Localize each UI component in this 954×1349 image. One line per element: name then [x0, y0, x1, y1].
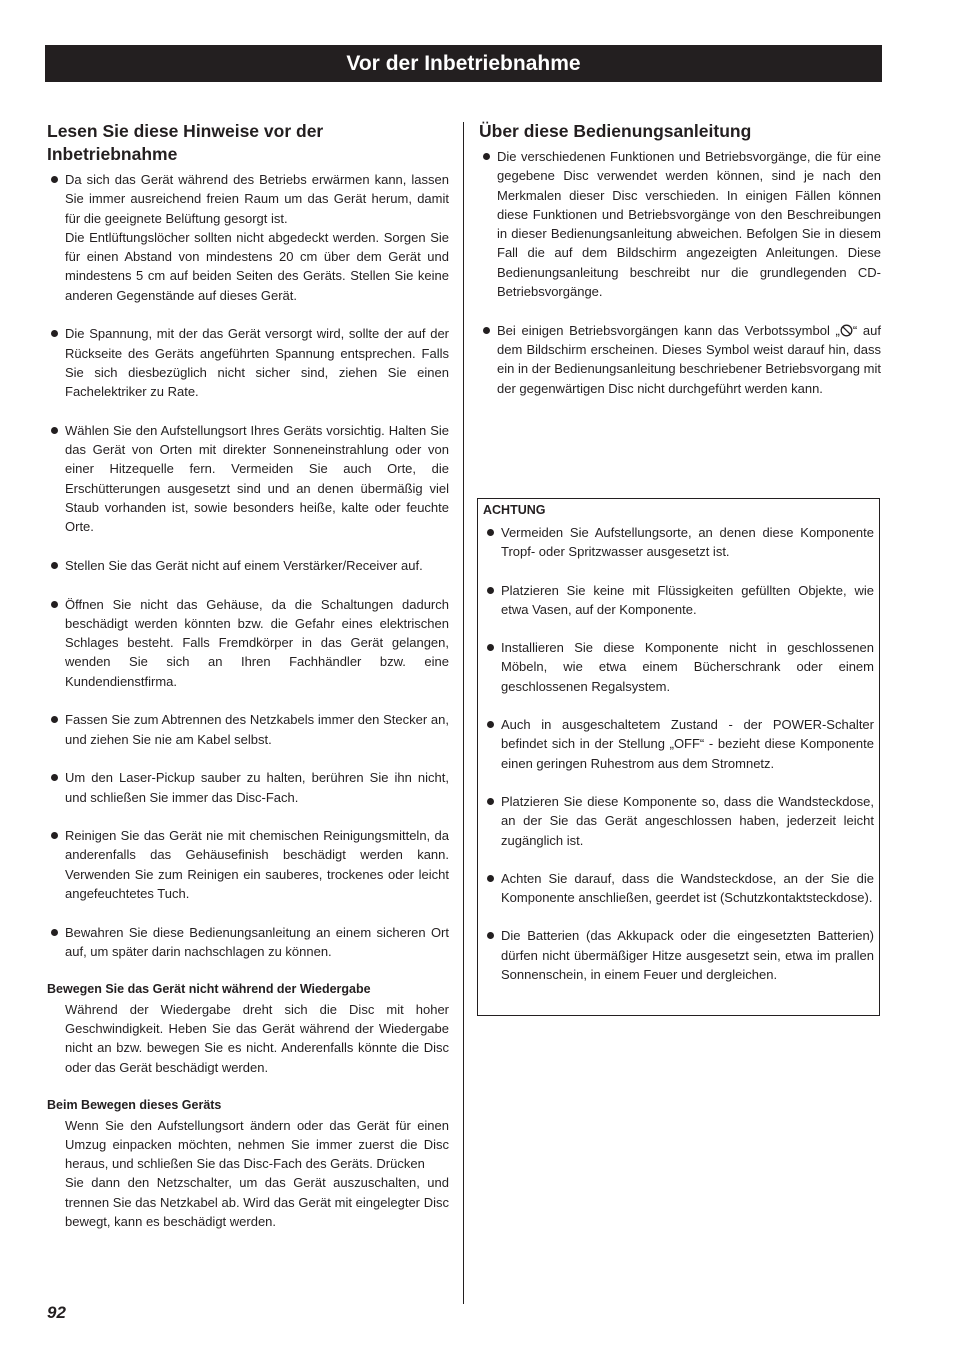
list-item: [483, 926, 874, 984]
paragraph-text: Während der Wiedergabe dreht sich die Disc mit hoher Geschwindigkeit. Heben Sie das Gerät während der Wiedergabe nicht an bzw. bewegen Sie es nicht. Anderenfalls könnte die Disc oder das Gerät beschädigt werden.: [65, 1001, 449, 1075]
list-item: [483, 638, 874, 696]
list-item: [479, 321, 881, 398]
bullet-text: Die Batterien (das Akkupack oder die eingesetzten Batterien) dürfen nicht übermäßiger Hitze ausgesetzt sein, etwa im prallen Sonnenschein, in einem Feuer und dergleichen.: [501, 928, 874, 983]
list-item: [483, 523, 874, 562]
left-heading: Lesen Sie diese Hinweise vor der Inbetriebnahme: [47, 121, 324, 164]
column-divider: [463, 122, 464, 1304]
page-title: Vor der Inbetriebnahme: [346, 52, 581, 75]
bullet-text: Öffnen Sie nicht das Gehäuse, da die Schaltungen dadurch beschädigt werden könnten bzw. die Gefahr eines elektrischen Schlages besteht. Falls Fremdkörper in das Gerät gelangen, wenden Sie sich an Ihren Fachhändler bzw. eine Kundendienstfirma.: [65, 596, 449, 689]
warning-box: [477, 498, 880, 1016]
playback-paragraph: [65, 1000, 449, 1077]
bullet-text: Vermeiden Sie Aufstellungsorte, an denen diese Komponente Tropf- oder Spritzwasser ausgesetzt ist.: [501, 525, 874, 560]
bullet-text: Die Spannung, mit der das Gerät versorgt wird, sollte der auf der Rückseite des Geräts angeführten Spannung entsprechen. Falls Sie sich diesbezüglich nicht sicher sind, ziehen Sie einen Fachelektriker zu Rate.: [65, 326, 449, 400]
bullet-text: Um den Laser-Pickup sauber zu halten, berühren Sie ihn nicht, und schließen Sie immer das Disc-Fach.: [65, 770, 449, 805]
bullet-text: Platzieren Sie keine mit Flüssigkeiten gefüllten Objekte, wie etwa Vasen, auf der Komponente.: [501, 582, 874, 617]
list-item: [483, 869, 874, 908]
list-item: [47, 710, 449, 749]
list-item: [47, 826, 449, 903]
right-column: [479, 120, 881, 417]
bullet-text: Wählen Sie den Aufstellungsort Ihres Geräts vorsichtig. Halten Sie das Gerät von Orten mit direkter Sonneneinstrahlung oder von einer Hitzequelle fern. Vermeiden Sie auch Orte, die Erschütterungen ausgesetzt sind und an denen übermäßig viel Staub vorhanden ist, sowie besonders heiße, kalte oder feuchte Orte.: [65, 422, 449, 535]
warning-title: ACHTUNG: [483, 503, 546, 517]
list-item: [483, 581, 874, 620]
list-item: [479, 147, 881, 301]
list-item: [47, 421, 449, 537]
bullet-text: Da sich das Gerät während des Betriebs erwärmen kann, lassen Sie immer ausreichend freien Raum um das Gerät herum, damit für die geeignete Belüftung gesorgt ist.: [65, 172, 449, 226]
subheading-moving: Beim Bewegen dieses Geräts: [47, 1098, 222, 1113]
bullet-text: [497, 321, 881, 398]
precaution-list: [47, 170, 449, 961]
bullet-text: Bewahren Sie diese Bedienungsanleitung an einem sicheren Ort auf, um später darin nachschlagen zu können.: [65, 924, 449, 959]
moving-paragraph: [65, 1116, 449, 1232]
manual-notes-list: [479, 147, 881, 398]
list-item: [47, 768, 449, 807]
list-item: [483, 792, 874, 850]
list-item: [47, 595, 449, 691]
bullet-text-part: “ auf dem Bildschirm erscheinen. Dieses Symbol weist darauf hin, dass ein in der Bedienungsanleitung beschriebener Betriebsvorgang mit der gegenwärtigen Disc nicht durchgeführt werden kann.: [497, 322, 881, 396]
list-item: [47, 170, 449, 305]
list-item: [483, 715, 874, 773]
bullet-text: Die verschiedenen Funktionen und Betriebsvorgänge, die für eine gegebene Disc verwendet werden können, sind je nach den Merkmalen dieser Disc verschieden. In einigen Fällen können diese Funktionen und Betriebsvorgänge von den Beschreibungen in dieser Bedienungsanleitung abweichen. Befolgen Sie in diesem Fall die auf dem Bildschirm angezeigten Anleitungen. Diese Bedienungsanleitung beschreibt nur die grundlegenden CD-Betriebsvorgänge.: [497, 149, 881, 300]
bullet-text: Achten Sie darauf, dass die Wandsteckdose, an der Sie die Komponente anschließen, geerdet ist (Schutzkontaktsteckdose).: [501, 870, 874, 906]
page-header: [45, 45, 882, 82]
bullet-text: Reinigen Sie das Gerät nie mit chemischen Reinigungsmitteln, da anderenfalls das Gehäusefinish beschädigt werden kann. Verwenden Sie zum Reinigen ein sauberes, trockenes oder leicht angefeuchtetes Tuch.: [65, 828, 449, 901]
right-heading: Über diese Bedienungsanleitung: [479, 121, 752, 141]
bullet-text: Platzieren Sie diese Komponente so, dass die Wandsteckdose, an der Sie das Gerät angeschlossen haben, jederzeit leicht zugänglich ist.: [501, 793, 874, 848]
page-number: 92: [47, 1303, 66, 1322]
paragraph-text: Wenn Sie den Aufstellungsort ändern oder das Gerät für einen Umzug einpacken möchten, nehmen Sie immer zuerst die Disc heraus, und schließen Sie das Disc-Fach des Geräts. Drücken: [65, 1117, 449, 1172]
warning-list: [483, 523, 874, 984]
bullet-text: Installieren Sie diese Komponente nicht in geschlossenen Möbeln, wie etwa einem Bücherschrank oder einem geschlossenen Regalsystem.: [501, 640, 874, 694]
list-item: [47, 923, 449, 962]
bullet-text: Fassen Sie zum Abtrennen des Netzkabels immer den Stecker an, und ziehen Sie nie am Kabel selbst.: [65, 712, 449, 747]
list-item: [47, 324, 449, 401]
prohibition-icon: [840, 324, 853, 337]
bullet-text: Die Entlüftungslöcher sollten nicht abgedeckt werden. Sorgen Sie für einen Abstand von mindestens 20 cm über dem Gerät und mindestens 5 cm auf beiden Seiten des Geräts. Stellen Sie keine anderen Gegenstände auf dieses Gerät.: [65, 229, 449, 303]
bullet-text-part: Bei einigen Betriebsvorgängen kann das Verbotssymbol „: [497, 322, 840, 338]
left-column: [47, 120, 449, 1251]
paragraph-text: Sie dann den Netzschalter, um das Gerät auszuschalten, und trennen Sie das Netzkabel ab. Wird das Gerät mit eingelegter Disc bewegt, kann es beschädigt werden.: [65, 1175, 449, 1230]
list-item: [47, 556, 449, 575]
subheading-playback: Bewegen Sie das Gerät nicht während der Wiedergabe: [47, 982, 371, 997]
bullet-text: Stellen Sie das Gerät nicht auf einem Verstärker/Receiver auf.: [65, 557, 423, 573]
bullet-text: Auch in ausgeschaltetem Zustand - der POWER-Schalter befindet sich in der Stellung „OFF“ - bezieht diese Komponente einen geringen Ruhestrom aus dem Stromnetz.: [501, 717, 874, 771]
